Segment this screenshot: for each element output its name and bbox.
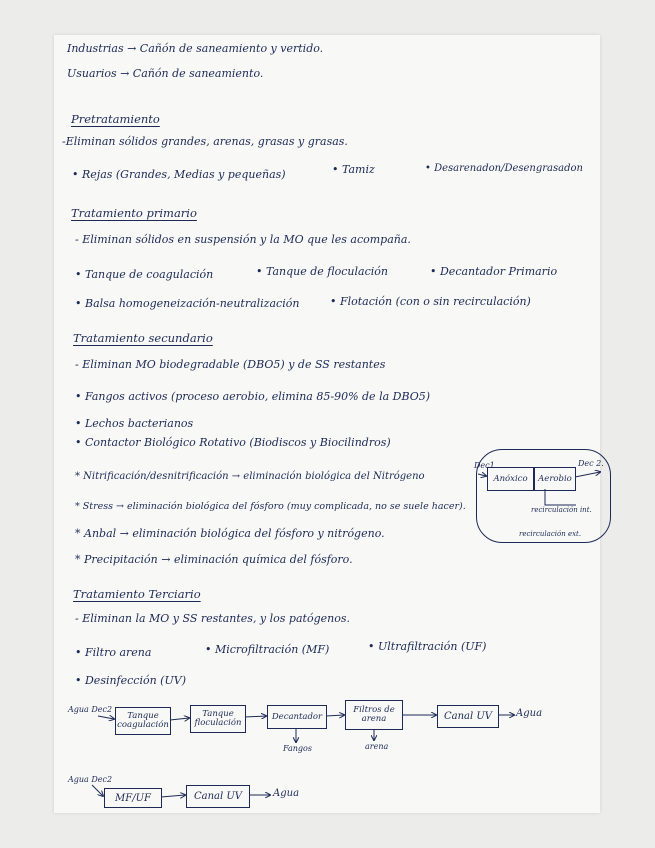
secundario-item: • Lechos bacterianos: [75, 417, 194, 430]
primario-item: • Tanque de coagulación: [75, 268, 214, 281]
flow2-mf-uf-box: MF/UF: [104, 788, 162, 808]
pretratamiento-item: • Tamiz: [332, 163, 375, 176]
terciario-item: • Desinfección (UV): [75, 674, 186, 687]
internal-recirculation-arrow: [545, 489, 576, 505]
aerobic-box: Aerobio: [534, 467, 576, 491]
terciario-item: • Ultrafiltración (UF): [368, 640, 487, 653]
section-title-pretratamiento: Pretratamiento: [71, 112, 160, 126]
flow1-sand-filter-box: Filtros de arena: [345, 700, 403, 730]
flow1-uv-box: Canal UV: [437, 705, 499, 728]
flow1-end-label: Agua: [516, 708, 543, 719]
primario-item: • Flotación (con o sin recirculación): [330, 295, 531, 308]
primario-item: • Balsa homogeneización-neutralización: [75, 297, 300, 310]
secundario-item: * Precipitación → eliminación química del fósforo.: [75, 553, 353, 566]
pretratamiento-line: -Eliminan sólidos grandes, arenas, grasas y grasas.: [62, 135, 348, 148]
secundario-item: * Nitrificación/desnitrificación → eliminación biológica del Nitrógeno: [75, 471, 425, 482]
flow1-sludge-output: Fangos: [283, 744, 312, 753]
flow2-uv-box: Canal UV: [186, 785, 250, 808]
section-title-terciario: Tratamiento Terciario: [73, 587, 201, 601]
section-title-secundario: Tratamiento secundario: [73, 331, 213, 345]
terciario-item: • Microfiltración (MF): [205, 643, 330, 656]
terciario-line: - Eliminan la MO y SS restantes, y los patógenos.: [75, 612, 350, 625]
flow1-sand-output: arena: [365, 742, 389, 751]
primario-item: • Tanque de floculación: [256, 265, 388, 278]
loop-in-label: Dec1: [474, 461, 495, 470]
pretratamiento-item: • Desarenadon/Desengrasadon: [425, 163, 583, 174]
flow1-start-label: Agua Dec2: [68, 705, 113, 714]
section-title-primario: Tratamiento primario: [71, 206, 197, 220]
external-recirculation-label: recirculación ext.: [519, 530, 582, 538]
intro-line-2: Usuarios → Cañón de saneamiento.: [67, 67, 264, 80]
primario-line: - Eliminan sólidos en suspensión y la MO que les acompaña.: [75, 233, 411, 246]
secundario-line: - Eliminan MO biodegradable (DBO5) y de SS restantes: [75, 358, 386, 371]
intro-line-1: Industrias → Cañón de saneamiento y vertido.: [67, 42, 324, 55]
primario-item: • Decantador Primario: [430, 265, 558, 278]
secundario-item: * Stress → eliminación biológica del fósforo (muy complicada, no se suele hacer).: [75, 501, 466, 512]
flow2-end-label: Agua: [273, 788, 300, 799]
internal-recirculation-label: recirculación int.: [531, 506, 592, 514]
anoxic-box: Anóxico: [487, 467, 534, 491]
secundario-item: * Anbal → eliminación biológica del fósforo y nitrógeno.: [75, 527, 385, 540]
secundario-item: • Fangos activos (proceso aerobio, elimina 85-90% de la DBO5): [75, 390, 431, 403]
loop-out-label: Dec 2.: [578, 459, 604, 468]
terciario-item: • Filtro arena: [75, 646, 152, 659]
flow1-decanter-box: Decantador: [267, 705, 327, 729]
flow1-flocculation-box: Tanque floculación: [190, 705, 246, 733]
flow1-coagulation-box: Tanque coagulación: [115, 707, 171, 735]
flow2-start-label: Agua Dec2: [68, 775, 113, 784]
secundario-item: • Contactor Biológico Rotativo (Biodiscos y Biocilindros): [75, 436, 391, 449]
pretratamiento-item: • Rejas (Grandes, Medias y pequeñas): [72, 168, 286, 181]
